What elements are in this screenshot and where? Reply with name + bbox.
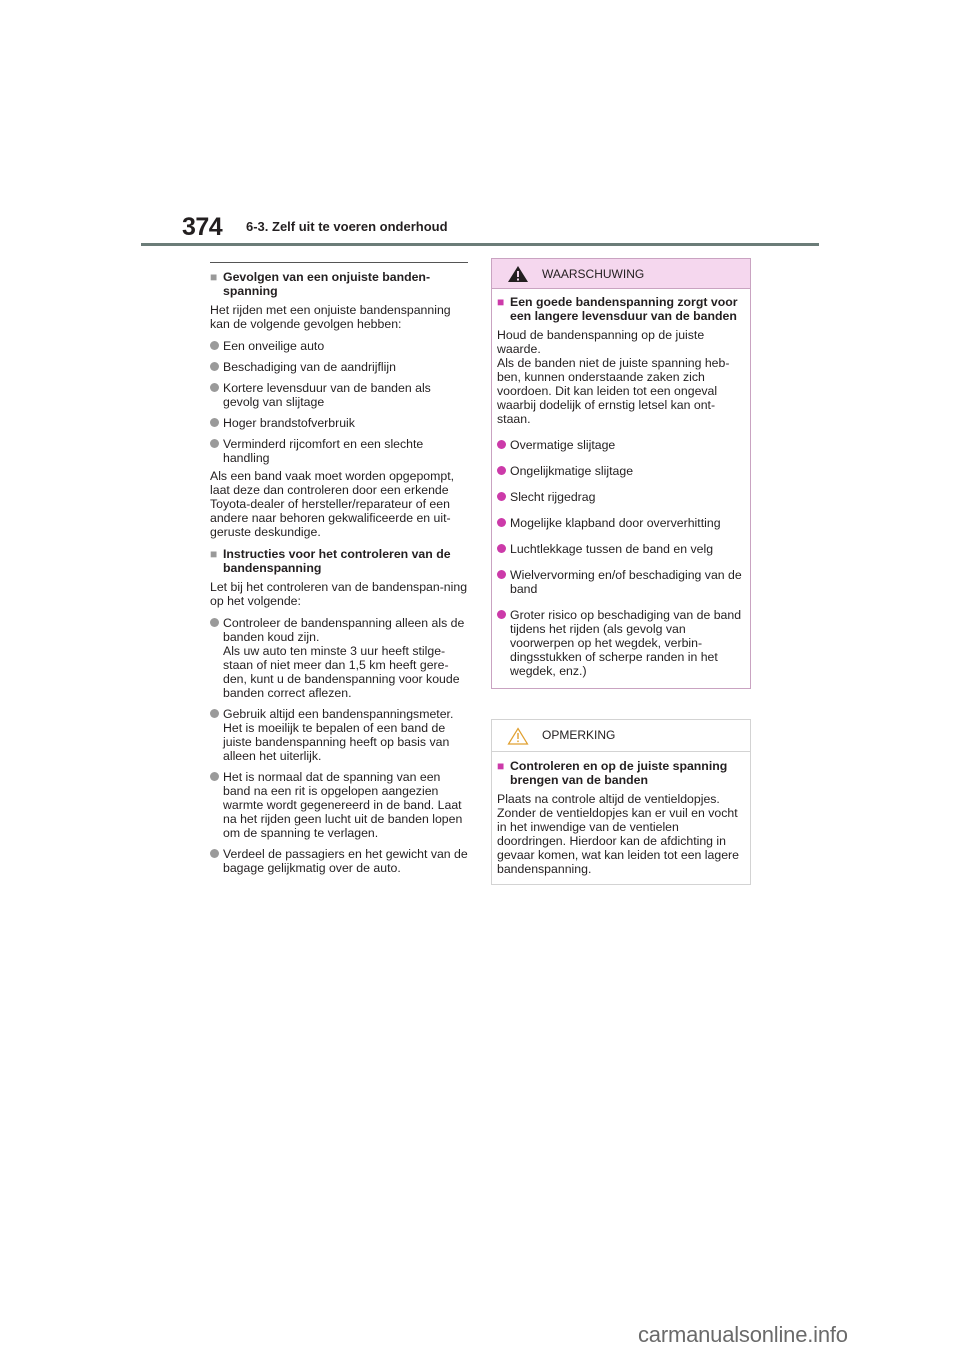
section2-intro: Let bij het controleren van de bandenspan-ning op het volgende: <box>210 580 468 608</box>
section2-heading-text: Instructies voor het controleren van de bandenspanning <box>223 547 451 575</box>
bullet-icon <box>497 492 506 501</box>
left-column <box>210 262 468 882</box>
bullet-icon <box>497 466 506 475</box>
section1-outro: Als een band vaak moet worden opgepompt, laat deze dan controleren door een erkende Toyota-dealer of hersteller/reparateur of een andere naar behoren gekwalificeerde en uit-geruste deskundige. <box>210 469 455 539</box>
bullet-icon <box>210 618 219 627</box>
list-item: Ongelijkmatige slijtage <box>497 464 744 478</box>
list-item: Overmatige slijtage <box>497 438 744 452</box>
square-bullet-icon: ■ <box>497 759 505 773</box>
list-item: Luchtlekkage tussen de band en velg <box>497 542 744 556</box>
bullet-icon <box>210 772 219 781</box>
section-title: 6-3. Zelf uit te voeren onderhoud <box>246 219 448 234</box>
square-bullet-icon: ■ <box>210 270 218 284</box>
list-item: Kortere levensduur van de banden als gevolg van slijtage <box>210 381 468 409</box>
list-item: Gebruik altijd een bandenspanningsmeter. Het is moeilijk te bepalen of een band de juiste bandenspanning heeft op basis van alleen het uiterlijk. <box>210 707 468 763</box>
warning-header <box>492 259 750 289</box>
list-item: Verdeel de passagiers en het gewicht van de bagage gelijkmatig over de auto. <box>210 847 468 875</box>
list-item: Mogelijke klapband door oververhitting <box>497 516 744 530</box>
bullet-icon <box>210 362 219 371</box>
bullet-icon <box>210 383 219 392</box>
list-item: Wielvervorming en/of beschadiging van de band <box>497 568 744 596</box>
note-heading <box>497 759 744 787</box>
bullet-icon <box>210 709 219 718</box>
header-rule <box>141 243 819 246</box>
square-bullet-icon: ■ <box>497 295 505 309</box>
list-item: Een onveilige auto <box>210 339 468 353</box>
section2-heading <box>210 547 468 575</box>
note-header <box>492 720 750 752</box>
bullet-icon <box>497 544 506 553</box>
bullet-icon <box>497 610 506 619</box>
page-number: 374 <box>182 213 223 241</box>
list-item: Verminderd rijcomfort en een slechte handling <box>210 437 468 465</box>
note-heading-text: Controleren en op de juiste spanning brengen van de banden <box>510 759 728 787</box>
bullet-icon <box>210 439 219 448</box>
warning-title: WAARSCHUWING <box>542 267 645 281</box>
bullet-icon <box>210 341 219 350</box>
bullet-icon <box>497 518 506 527</box>
warning-text: Houd de bandenspanning op de juiste waarde. Als de banden niet de juiste spanning heb-ben, kunnen onderstaande zaken zich voordoen. Dit kan leiden tot een ongeval waarbij dodelijk of ernstig letsel kan ont-staan. <box>497 328 730 426</box>
section-divider <box>210 262 468 263</box>
note-box <box>491 719 751 885</box>
warning-triangle-icon <box>507 265 529 286</box>
warning-heading <box>497 295 744 323</box>
section1-heading-text: Gevolgen van een onjuiste banden- spanning <box>223 270 431 298</box>
list-item: Controleer de bandenspanning alleen als de banden koud zijn. Als uw auto ten minste 3 uur heeft stilge-staan of niet meer dan 1,5 km heeft gere-den, kunt u de bandenspanning voor koude banden correct aflezen. <box>210 616 468 700</box>
bullet-icon <box>497 440 506 449</box>
warning-heading-text: Een goede bandenspanning zorgt voor een langere levensduur van de banden <box>510 295 738 323</box>
list-item: Slecht rijgedrag <box>497 490 744 504</box>
list-item: Hoger brandstofverbruik <box>210 416 468 430</box>
caution-triangle-icon <box>507 727 529 748</box>
note-body <box>492 752 750 884</box>
note-title: OPMERKING <box>542 728 616 742</box>
warning-body <box>492 289 750 688</box>
list-item: Het is normaal dat de spanning van een band na een rit is opgelopen aangezien warmte wordt gegenereerd in de band. Laat na het rijden geen lucht uit de banden lopen om de spanning te verlagen. <box>210 770 468 840</box>
bullet-icon <box>210 418 219 427</box>
section1-heading <box>210 270 468 298</box>
note-text: Plaats na controle altijd de ventieldopjes. Zonder de ventieldopjes kan er vuil en vocht in het inwendige van de ventielen doordringen. Hierdoor kan de afdichting in gevaar komen, wat kan leiden tot een lagere bandenspanning. <box>497 792 739 876</box>
watermark[interactable]: carmanualsonline.info <box>638 1322 848 1347</box>
warning-box <box>491 258 751 689</box>
square-bullet-icon: ■ <box>210 547 218 561</box>
section1-intro: Het rijden met een onjuiste bandenspanning kan de volgende gevolgen hebben: <box>210 303 451 331</box>
list-item: Groter risico op beschadiging van de band tijdens het rijden (als gevolg van voorwerpen op het wegdek, verbin-dingsstukken of scherpe randen in het wegdek, enz.) <box>497 608 744 678</box>
list-item: Beschadiging van de aandrijflijn <box>210 360 468 374</box>
bullet-icon <box>210 849 219 858</box>
bullet-icon <box>497 570 506 579</box>
